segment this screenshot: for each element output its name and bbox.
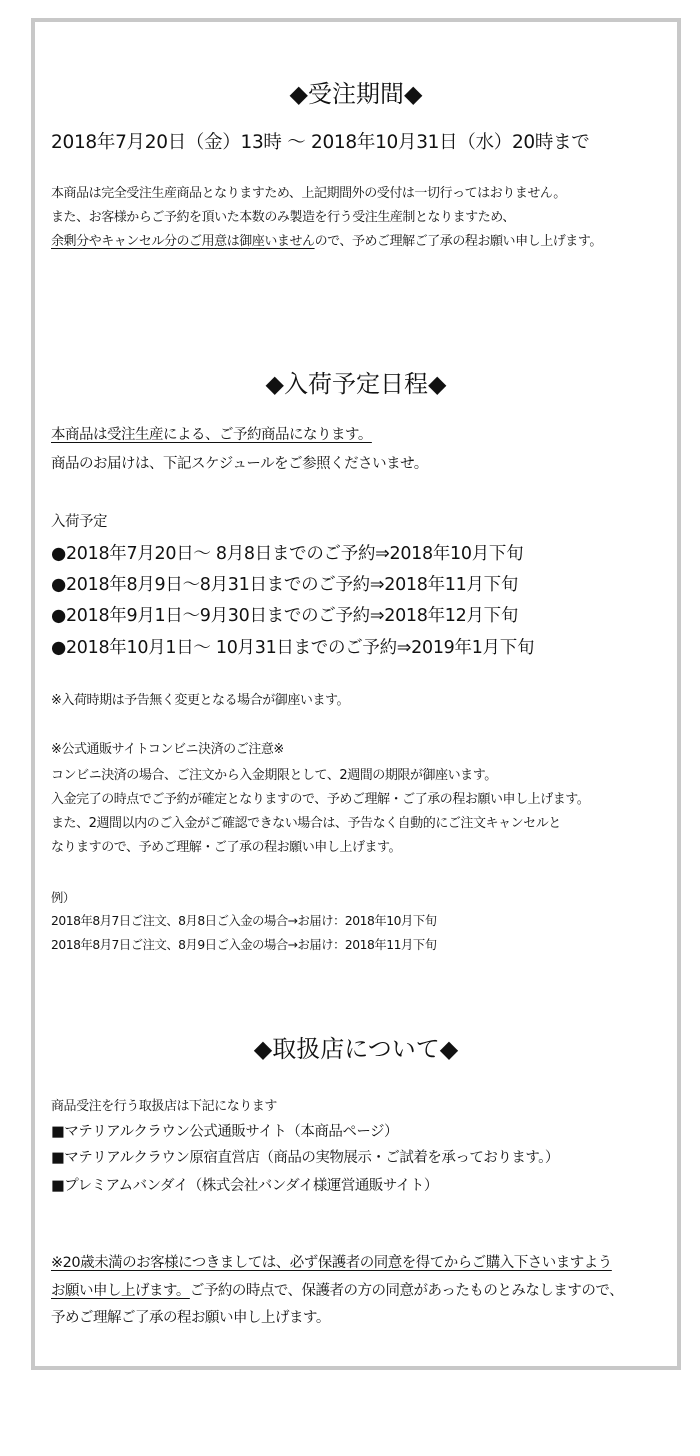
schedule-item: ●2018年8月9日〜8月31日までのご予約⇒2018年11月下旬 xyxy=(51,575,519,595)
example-1: 2018年8月7日ご注文、8月8日ご入金の場合→お届け：2018年10月下旬 xyxy=(51,914,437,928)
arrival-change-note: ※入荷時期は予告無く変更となる場合が御座います。 xyxy=(51,693,350,708)
minor-notice-line-2-rest: ご予約の時点で、保護者の方の同意があったものとみなしますので、 xyxy=(189,1283,624,1299)
convenience-payment-line-1: コンビニ決済の場合、ご注文から入金期限として、2週間の期限が御座います。 xyxy=(51,768,497,783)
minor-notice-line-1 xyxy=(51,1253,612,1273)
convenience-payment-line-4: なりますので、予めご理解・ご了承の程お願い申し上げます。 xyxy=(51,840,402,855)
order-period-note-3-rest: ので、予めご理解ご了承の程お願い申し上げます。 xyxy=(314,234,602,249)
convenience-payment-title: ※公式通販サイトコンビニ決済のご注意※ xyxy=(51,742,284,757)
guardian-consent-notice: ※20歳未満のお客様につきましては、必ず保護者の同意を得てからご購入下さいますよう xyxy=(51,1255,612,1271)
order-period-note-3 xyxy=(51,232,602,252)
store-item: ■プレミアムバンダイ（株式会社バンダイ様運営通販サイト） xyxy=(51,1178,438,1194)
order-period-note-2: また、お客様からご予約を頂いた本数のみ製造を行う受注生産制となりますため、 xyxy=(51,210,515,225)
convenience-payment-line-2: 入金完了の時点でご予約が確定となりますので、予めご理解・ご了承の程お願い申し上げます。 xyxy=(51,792,590,807)
schedule-item: ●2018年7月20日〜 8月8日までのご予約⇒2018年10月下旬 xyxy=(51,544,524,564)
arrival-intro-2: 商品のお届けは、下記スケジュールをご参照くださいませ。 xyxy=(51,456,428,472)
arrival-intro-underlined xyxy=(51,425,372,445)
stores-intro: 商品受注を行う取扱店は下記になります xyxy=(51,1099,277,1114)
example-2: 2018年8月7日ご注文、8月9日ご入金の場合→お届け：2018年11月下旬 xyxy=(51,938,437,952)
content-frame xyxy=(31,18,681,1370)
stores-heading: ◆取扱店について◆ xyxy=(253,1035,459,1063)
schedule-item: ●2018年10月1日〜 10月31日までのご予約⇒2019年1月下旬 xyxy=(51,638,535,658)
arrival-subheading: 入荷予定 xyxy=(51,514,107,530)
schedule-item: ●2018年9月1日〜9月30日までのご予約⇒2018年12月下旬 xyxy=(51,606,519,626)
store-item: ■マテリアルクラウン公式通販サイト（本商品ページ） xyxy=(51,1124,399,1140)
convenience-payment-line-3: また、2週間以内のご入金がご確認できない場合は、予告なく自動的にご注文キャンセルと xyxy=(51,816,561,831)
guardian-consent-notice-cont: お願い申し上げます。 xyxy=(51,1283,190,1299)
example-label: 例） xyxy=(51,891,75,905)
minor-notice-line-3: 予めご理解ご了承の程お願い申し上げます。 xyxy=(51,1310,330,1326)
arrival-schedule-heading: ◆入荷予定日程◆ xyxy=(265,370,447,398)
order-period-note-1: 本商品は完全受注生産商品となりますため、上記期間外の受付は一切行ってはおりません。 xyxy=(51,186,566,201)
order-period-dates: 2018年7月20日（金）13時 〜 2018年10月31日（水）20時まで xyxy=(51,132,590,153)
made-to-order-notice: 本商品は受注生産による、ご予約商品になります。 xyxy=(51,427,372,443)
minor-notice-line-2 xyxy=(51,1281,623,1301)
store-item: ■マテリアルクラウン原宿直営店（商品の実物展示・ご試着を承っております。） xyxy=(51,1150,559,1166)
order-period-heading: ◆受注期間◆ xyxy=(289,80,423,108)
no-surplus-notice: 余剰分やキャンセル分のご用意は御座いません xyxy=(51,234,315,249)
